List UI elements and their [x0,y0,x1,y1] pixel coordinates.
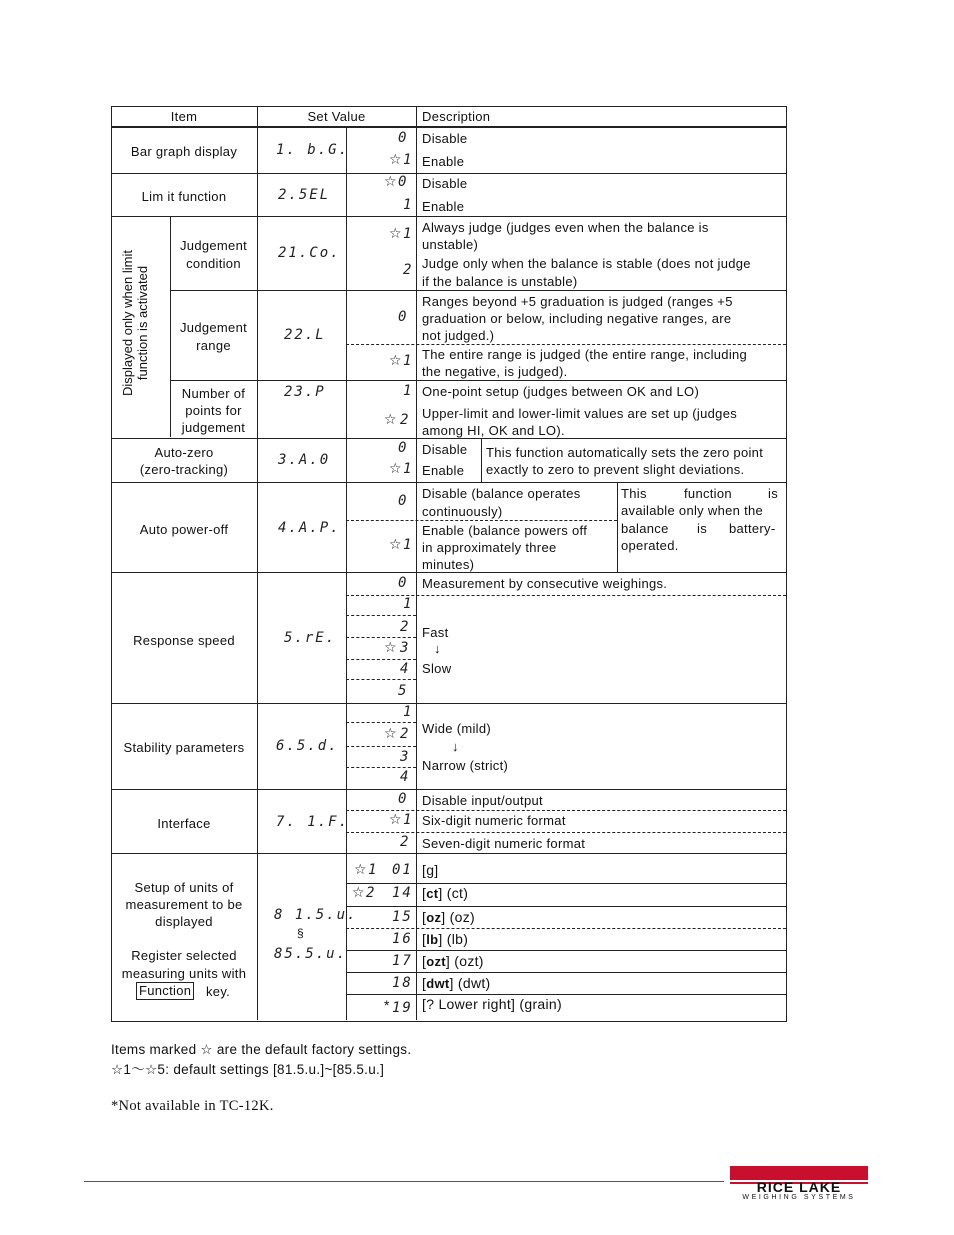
option-desc: Enable (balance powers off [422,523,588,538]
divider [111,572,786,573]
divider [346,344,786,345]
code-units-end: 85.5.u. [274,946,348,962]
item-units: measurement to be [125,897,243,912]
option-value: 14 [392,885,413,901]
divider [346,906,786,907]
star-icon: ☆ [389,226,402,242]
option-desc: One-point setup (judges between OK and LO) [422,384,700,399]
unit-symbol: [ct] (ct) [422,885,469,901]
function-key-label: Function [136,982,194,1000]
star-icon: ☆ [384,640,397,656]
arrow-down-icon: ↓ [452,739,459,754]
item-bar-graph: Bar graph display [130,144,238,159]
item-units: Register selected [131,948,237,963]
item-auto-zero: (zero-tracking) [139,462,229,477]
option-desc: Judge only when the balance is stable (does not judge [422,256,751,271]
option-desc: Six-digit numeric format [422,813,566,828]
option-desc: Slow [422,661,452,676]
option-value: 1 [403,152,414,168]
option-desc: Enable [422,199,465,214]
option-desc: (ozt) [454,953,484,969]
divider [617,483,618,572]
option-desc: (lb) [446,931,469,947]
option-value: 0 [398,309,409,325]
item-judge-range: Judgement [179,320,248,335]
divider [346,810,786,811]
option-value: 3 [400,749,411,765]
option-value: 0 [398,440,409,456]
header-item: Item [170,109,198,124]
logo-brand: RICE LAKE [756,1179,842,1195]
option-desc: Disable [422,176,468,191]
option-desc: Fast [422,625,449,640]
divider [346,832,786,833]
item-judge-points: judgement [181,420,246,435]
option-value: 2 [400,834,411,850]
option-desc: (ct) [446,885,469,901]
option-value: 1 [403,353,414,369]
divider [416,106,417,126]
option-desc: not judged.) [422,328,495,343]
rice-lake-logo [730,1166,868,1200]
divider [346,767,416,768]
option-desc: [? Lower right] (grain) [422,996,562,1012]
option-desc: (oz) [449,909,475,925]
star-icon: ☆ [354,862,367,878]
code-response: 5.rE. [284,630,337,646]
divider [346,659,416,660]
option-desc: Disable (balance operates [422,486,581,501]
option-desc: Enable [422,463,465,478]
auto-power-note: is [697,521,707,536]
star-icon: ☆ [389,537,402,553]
option-value: 1 [403,383,414,399]
option-desc: Disable [422,131,468,146]
footer-rule [84,1181,724,1182]
code-bar-graph: 1. b.G. [276,142,350,158]
code-judge-points: 23.P [284,384,326,400]
divider [111,789,786,790]
footnote-availability: *Not available in TC-12K. [111,1098,274,1114]
star-icon: ☆ [384,174,397,190]
option-value: 2 [400,726,411,742]
code-judge-range: 22.L [284,327,326,343]
option-desc: Ranges beyond +5 graduation is judged (ranges +5 [422,294,733,309]
option-desc: (dwt) [457,975,491,991]
divider [346,679,416,680]
star-icon: ☆ [389,812,402,828]
asterisk-icon: * [384,997,390,1013]
option-desc: the negative, is judged). [422,364,568,379]
star-icon: ☆ [389,461,402,477]
auto-power-note: function [684,486,732,501]
option-value: 3 [400,640,411,656]
option-desc: in approximately three [422,540,557,555]
divider [346,854,347,1020]
option-value: 16 [392,931,413,947]
divider [170,290,786,291]
option-value: 2 [400,619,411,635]
option-desc: Seven-digit numeric format [422,836,586,851]
divider [346,637,416,638]
unit-symbol: [ozt] (ozt) [422,953,484,969]
option-desc: among HI, OK and LO). [422,423,565,438]
header-description: Description [422,109,491,124]
auto-zero-note: This function automatically sets the zero point [486,445,764,460]
group-label-line: Displayed only when limit [120,250,135,396]
option-value: 0 [398,575,409,591]
group-label-line: function is activated [135,265,150,381]
option-value: 4 [400,769,411,785]
divider [257,128,258,1020]
item-units: displayed [155,914,213,929]
option-desc: minutes) [422,557,475,572]
option-desc: The entire range is judged (the entire range, including [422,347,748,362]
item-judge-cond: Judgement [179,238,248,253]
divider [111,482,786,483]
option-value: 0 [398,130,409,146]
ct-symbol: ct [426,886,439,901]
option-desc: Narrow (strict) [422,758,509,773]
divider [111,853,786,854]
unit-symbol: [lb] (lb) [422,931,469,947]
option-value: 2 [403,262,414,278]
divider [416,128,417,1020]
option-desc: Wide (mild) [422,721,492,736]
option-value: 01 [392,862,413,878]
option-desc: Disable [422,442,468,457]
code-auto-power: 4.A.P. [278,520,341,536]
divider [111,173,786,174]
code-stability: 6.5.d. [276,738,339,754]
arrow-down-icon: ↓ [434,641,441,656]
option-value: 1 [403,812,414,828]
lb-symbol: lb [426,932,439,947]
unit-symbol: [dwt] (dwt) [422,975,491,991]
dwt-symbol: dwt [426,976,450,991]
option-desc: continuously) [422,504,503,519]
logo-sub: WEIGHING SYSTEMS [742,1194,856,1201]
option-value: 19 [392,1000,413,1016]
option-desc: Always judge (judges even when the balance is [422,220,709,235]
option-value: 4 [400,661,411,677]
item-judge-points: points for [185,403,242,418]
star-icon: ☆ [352,885,365,901]
option-desc: [g] [422,862,439,878]
auto-power-note: balance [621,521,669,536]
code-units-start: 8 1.5.u. [274,907,358,923]
auto-power-note: operated. [621,538,679,553]
option-desc: unstable) [422,237,479,252]
oz-symbol: oz [426,910,442,925]
unit-symbol: [oz] (oz) [422,909,475,925]
footnote-range: ☆1～☆5: default settings [81.5.u.]~[85.5.u.] [111,1062,385,1077]
divider [111,216,786,217]
divider [111,438,786,439]
footnote-default: Items marked ☆ are the default factory settings. [111,1042,412,1057]
option-value: 1 [403,596,414,612]
item-response: Response speed [133,633,235,648]
item-judge-cond: condition [186,256,241,271]
ozt-symbol: ozt [426,954,446,969]
option-desc: if the balance is unstable) [422,274,578,289]
auto-zero-note: exactly to zero to prevent slight deviations. [486,462,745,477]
option-desc: Upper-limit and lower-limit values are set up (judges [422,406,738,421]
divider [346,722,416,723]
option-value: 18 [392,975,413,991]
divider [346,883,786,884]
option-desc: Enable [422,154,465,169]
divider [346,928,786,929]
divider [346,615,416,616]
divider [111,703,786,704]
auto-power-note: battery- [729,521,776,536]
code-limit: 2.5EL [278,187,331,203]
auto-power-note: available only when the [621,503,764,518]
option-value: 0 [398,791,409,807]
item-auto-zero: Auto-zero [154,445,214,460]
option-value: 1 [403,461,414,477]
divider [111,126,786,128]
option-value: 5 [398,683,409,699]
option-value: 2 [400,412,411,428]
option-value: 15 [392,909,413,925]
code-auto-zero: 3.A.0 [278,452,331,468]
divider [346,520,617,521]
code-judge-cond: 21.Co. [278,245,341,261]
option-value: 0 [398,493,409,509]
divider [346,950,786,951]
item-units: key. [206,984,231,999]
option-value: 0 [398,174,409,190]
group-label [120,228,150,418]
star-icon: ☆ [384,726,397,742]
option-index: 1 [368,862,379,878]
range-icon: § [297,926,304,940]
option-index: 2 [366,885,377,901]
divider [346,746,416,747]
option-value: 1 [403,226,414,242]
option-value: 17 [392,953,413,969]
item-auto-power: Auto power-off [139,522,229,537]
divider [346,972,786,973]
divider [346,994,786,995]
item-stability: Stability parameters [123,740,245,755]
option-desc: Measurement by consecutive weighings. [422,576,668,591]
option-value: 1 [403,704,414,720]
item-interface: Interface [157,816,211,831]
auto-power-note: This [621,486,647,501]
star-icon: ☆ [389,152,402,168]
item-judge-range: range [196,338,231,353]
star-icon: ☆ [384,412,397,428]
item-judge-points: Number of [181,386,246,401]
item-units: Setup of units of [134,880,234,895]
code-interface: 7. 1.F. [276,814,350,830]
auto-power-note: is [768,486,778,501]
option-value: 1 [403,537,414,553]
star-icon: ☆ [389,353,402,369]
divider [170,380,786,381]
option-desc: Disable input/output [422,793,543,808]
item-limit: Lim it function [141,189,227,204]
item-units: measuring units with [121,966,247,981]
option-desc: graduation or below, including negative ranges, are [422,311,732,326]
divider [481,439,482,482]
header-set-value: Set Value [307,109,366,124]
option-value: 1 [403,197,414,213]
